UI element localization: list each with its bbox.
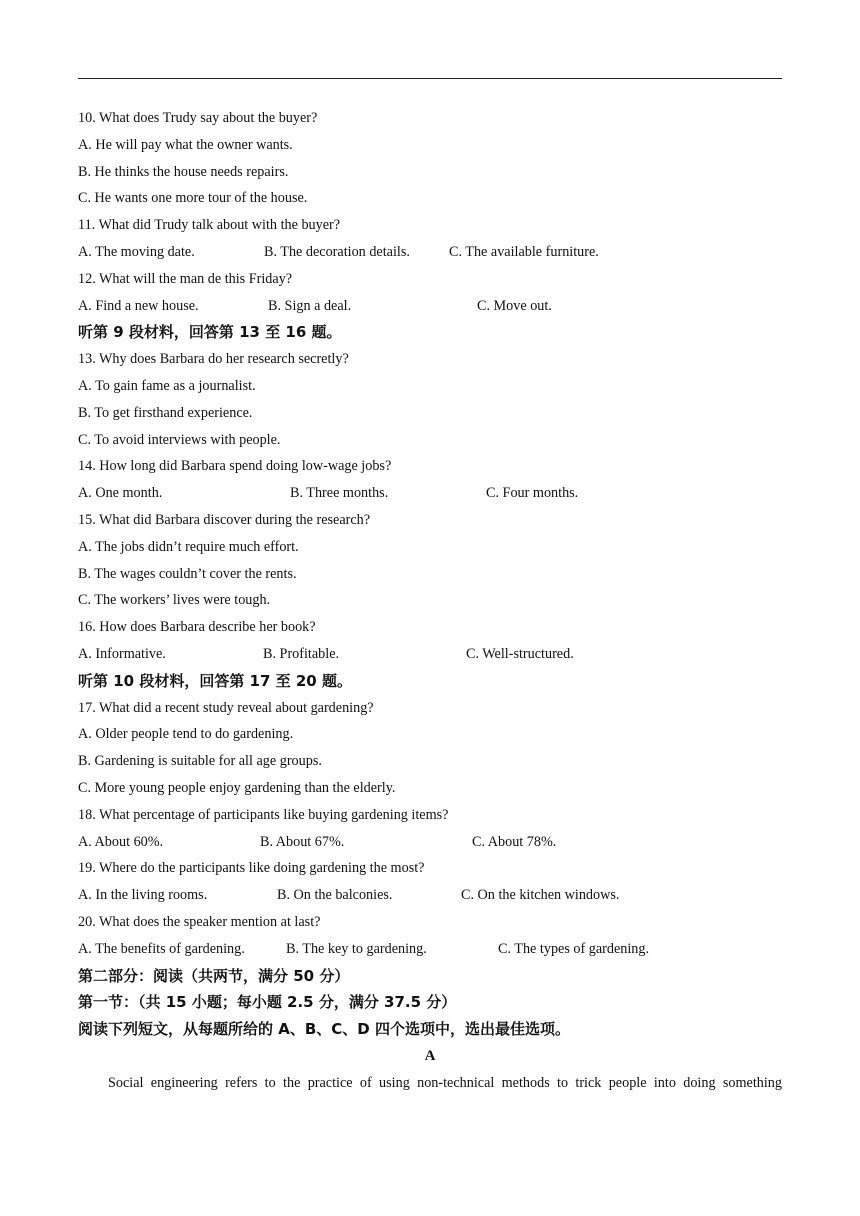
question-15-option-a: A. The jobs didn’t require much effort. <box>78 538 299 555</box>
question-19-option-a: A. In the living rooms. <box>78 887 208 904</box>
question-16-stem: 16. How does Barbara describe her book? <box>78 619 316 636</box>
question-13-option-b: B. To get firsthand experience. <box>78 404 253 421</box>
question-19-options <box>78 884 782 911</box>
question-18-option-a: A. About 60%. <box>78 833 164 850</box>
question-10-option-c: C. He wants one more tour of the house. <box>78 190 308 207</box>
question-19-stem: 19. Where do the participants like doing gardening the most? <box>78 860 425 877</box>
question-10-option-a: A. He will pay what the owner wants. <box>78 136 293 153</box>
question-17-stem: 17. What did a recent study reveal about gardening? <box>78 699 374 716</box>
question-20-option-b: B. The key to gardening. <box>286 940 427 957</box>
question-10-stem: 10. What does Trudy say about the buyer? <box>78 110 318 126</box>
question-13-option-a: A. To gain fame as a journalist. <box>78 377 256 394</box>
question-14-option-b: B. Three months. <box>290 485 389 502</box>
question-14-stem: 14. How long did Barbara spend doing low-wage jobs? <box>78 458 392 475</box>
question-15-option-c: C. The workers’ lives were tough. <box>78 592 271 609</box>
question-16-options <box>78 643 782 670</box>
question-11-option-b: B. The decoration details. <box>264 243 410 260</box>
question-11-option-a: A. The moving date. <box>78 243 195 260</box>
question-15-stem: 15. What did Barbara discover during the research? <box>78 511 371 528</box>
question-11-options <box>78 241 782 268</box>
question-18-option-b: B. About 67%. <box>260 833 345 850</box>
question-12-option-a: A. Find a new house. <box>78 297 199 314</box>
question-19-option-c: C. On the kitchen windows. <box>461 887 620 904</box>
question-16-option-b: B. Profitable. <box>263 645 340 662</box>
question-18-option-c: C. About 78%. <box>472 833 557 850</box>
question-18-options <box>78 831 782 858</box>
question-20-stem: 20. What does the speaker mention at last? <box>78 913 321 930</box>
question-13-stem: 13. Why does Barbara do her research secretly? <box>78 351 349 368</box>
header-rule <box>78 78 782 79</box>
passage-label: A <box>424 1047 436 1064</box>
question-20-option-a: A. The benefits of gardening. <box>78 940 245 957</box>
question-17-option-a: A. Older people tend to do gardening. <box>78 726 294 743</box>
question-16-option-c: C. Well-structured. <box>466 645 574 662</box>
question-10-option-b: B. He thinks the house needs repairs. <box>78 163 289 180</box>
question-20-options <box>78 938 782 965</box>
question-18-stem: 18. What percentage of participants like buying gardening items? <box>78 806 449 823</box>
question-17-option-b: B. Gardening is suitable for all age groups. <box>78 753 322 770</box>
question-12-stem: 12. What will the man de this Friday? <box>78 270 293 287</box>
exam-page <box>78 107 782 1098</box>
section-heading-10: 听第 10 段材料，回答第 17 至 20 题。 <box>78 671 352 690</box>
question-13-option-c: C. To avoid interviews with people. <box>78 431 281 448</box>
question-14-option-a: A. One month. <box>78 485 163 502</box>
question-20-option-c: C. The types of gardening. <box>498 940 650 957</box>
reading-instruction: 阅读下列短文，从每题所给的 A、B、C、D 四个选项中，选出最佳选项。 <box>78 1020 570 1039</box>
question-17-option-c: C. More young people enjoy gardening than the elderly. <box>78 779 396 796</box>
section-heading-9: 听第 9 段材料，回答第 13 至 16 题。 <box>78 323 342 342</box>
question-16-option-a: A. Informative. <box>78 645 166 662</box>
question-11-stem: 11. What did Trudy talk about with the buyer? <box>78 217 341 234</box>
question-19-option-b: B. On the balconies. <box>277 887 393 904</box>
question-14-option-c: C. Four months. <box>486 485 579 502</box>
question-12-options <box>78 295 782 322</box>
question-11-option-c: C. The available furniture. <box>449 243 599 260</box>
question-12-option-c: C. Move out. <box>477 297 552 314</box>
part-two-section-one-heading: 第一节：（共 15 小题；每小题 2.5 分，满分 37.5 分） <box>78 993 457 1012</box>
question-15-option-b: B. The wages couldn’t cover the rents. <box>78 565 297 582</box>
part-two-heading: 第二部分：阅读（共两节，满分 50 分） <box>78 966 350 985</box>
passage-text: Social engineering refers to the practice of using non-technical methods to trick people into doing something <box>108 1074 782 1091</box>
question-14-options <box>78 482 782 509</box>
question-12-option-b: B. Sign a deal. <box>268 297 352 314</box>
